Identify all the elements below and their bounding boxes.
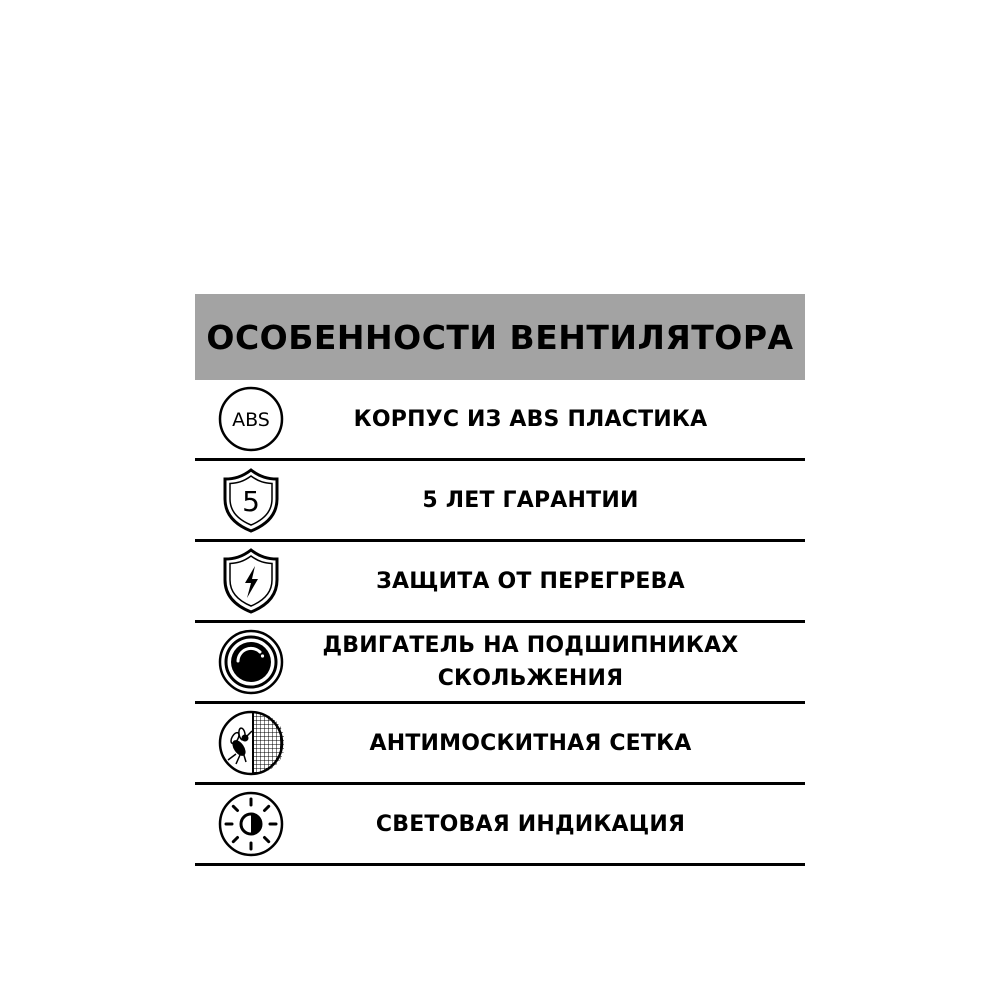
feature-label: СВЕТОВАЯ ИНДИКАЦИЯ (375, 811, 686, 837)
page-title: ОСОБЕННОСТИ ВЕНТИЛЯТОРА (206, 317, 794, 357)
feature-label (286, 629, 805, 695)
shield-5-icon (216, 465, 286, 535)
feature-label-line2: СКОЛЬЖЕНИЯ (437, 666, 624, 691)
feature-row-overheat (195, 542, 805, 623)
feature-row-warranty (195, 461, 805, 542)
bearing-icon (216, 627, 286, 697)
feature-label-line1: ДВИГАТЕЛЬ НА ПОДШИПНИКАХ (322, 633, 739, 658)
shield-lightning-icon (216, 546, 286, 616)
feature-label: КОРПУС ИЗ ABS ПЛАСТИКА (353, 406, 708, 432)
feature-row-abs (195, 380, 805, 461)
light-indicator-icon (216, 789, 286, 859)
shield-5-text: 5 (242, 485, 260, 518)
features-header (195, 294, 805, 380)
features-card (195, 294, 805, 866)
feature-row-mosquito-net (195, 704, 805, 785)
abs-badge-text: ABS (232, 409, 270, 431)
mosquito-net-icon (216, 708, 286, 778)
feature-row-light-indicator (195, 785, 805, 866)
feature-label: АНТИМОСКИТНАЯ СЕТКА (369, 730, 692, 756)
feature-label: ЗАЩИТА ОТ ПЕРЕГРЕВА (376, 568, 685, 594)
feature-row-bearing (195, 623, 805, 704)
feature-label: 5 ЛЕТ ГАРАНТИИ (422, 487, 639, 513)
abs-badge-icon (216, 384, 286, 454)
